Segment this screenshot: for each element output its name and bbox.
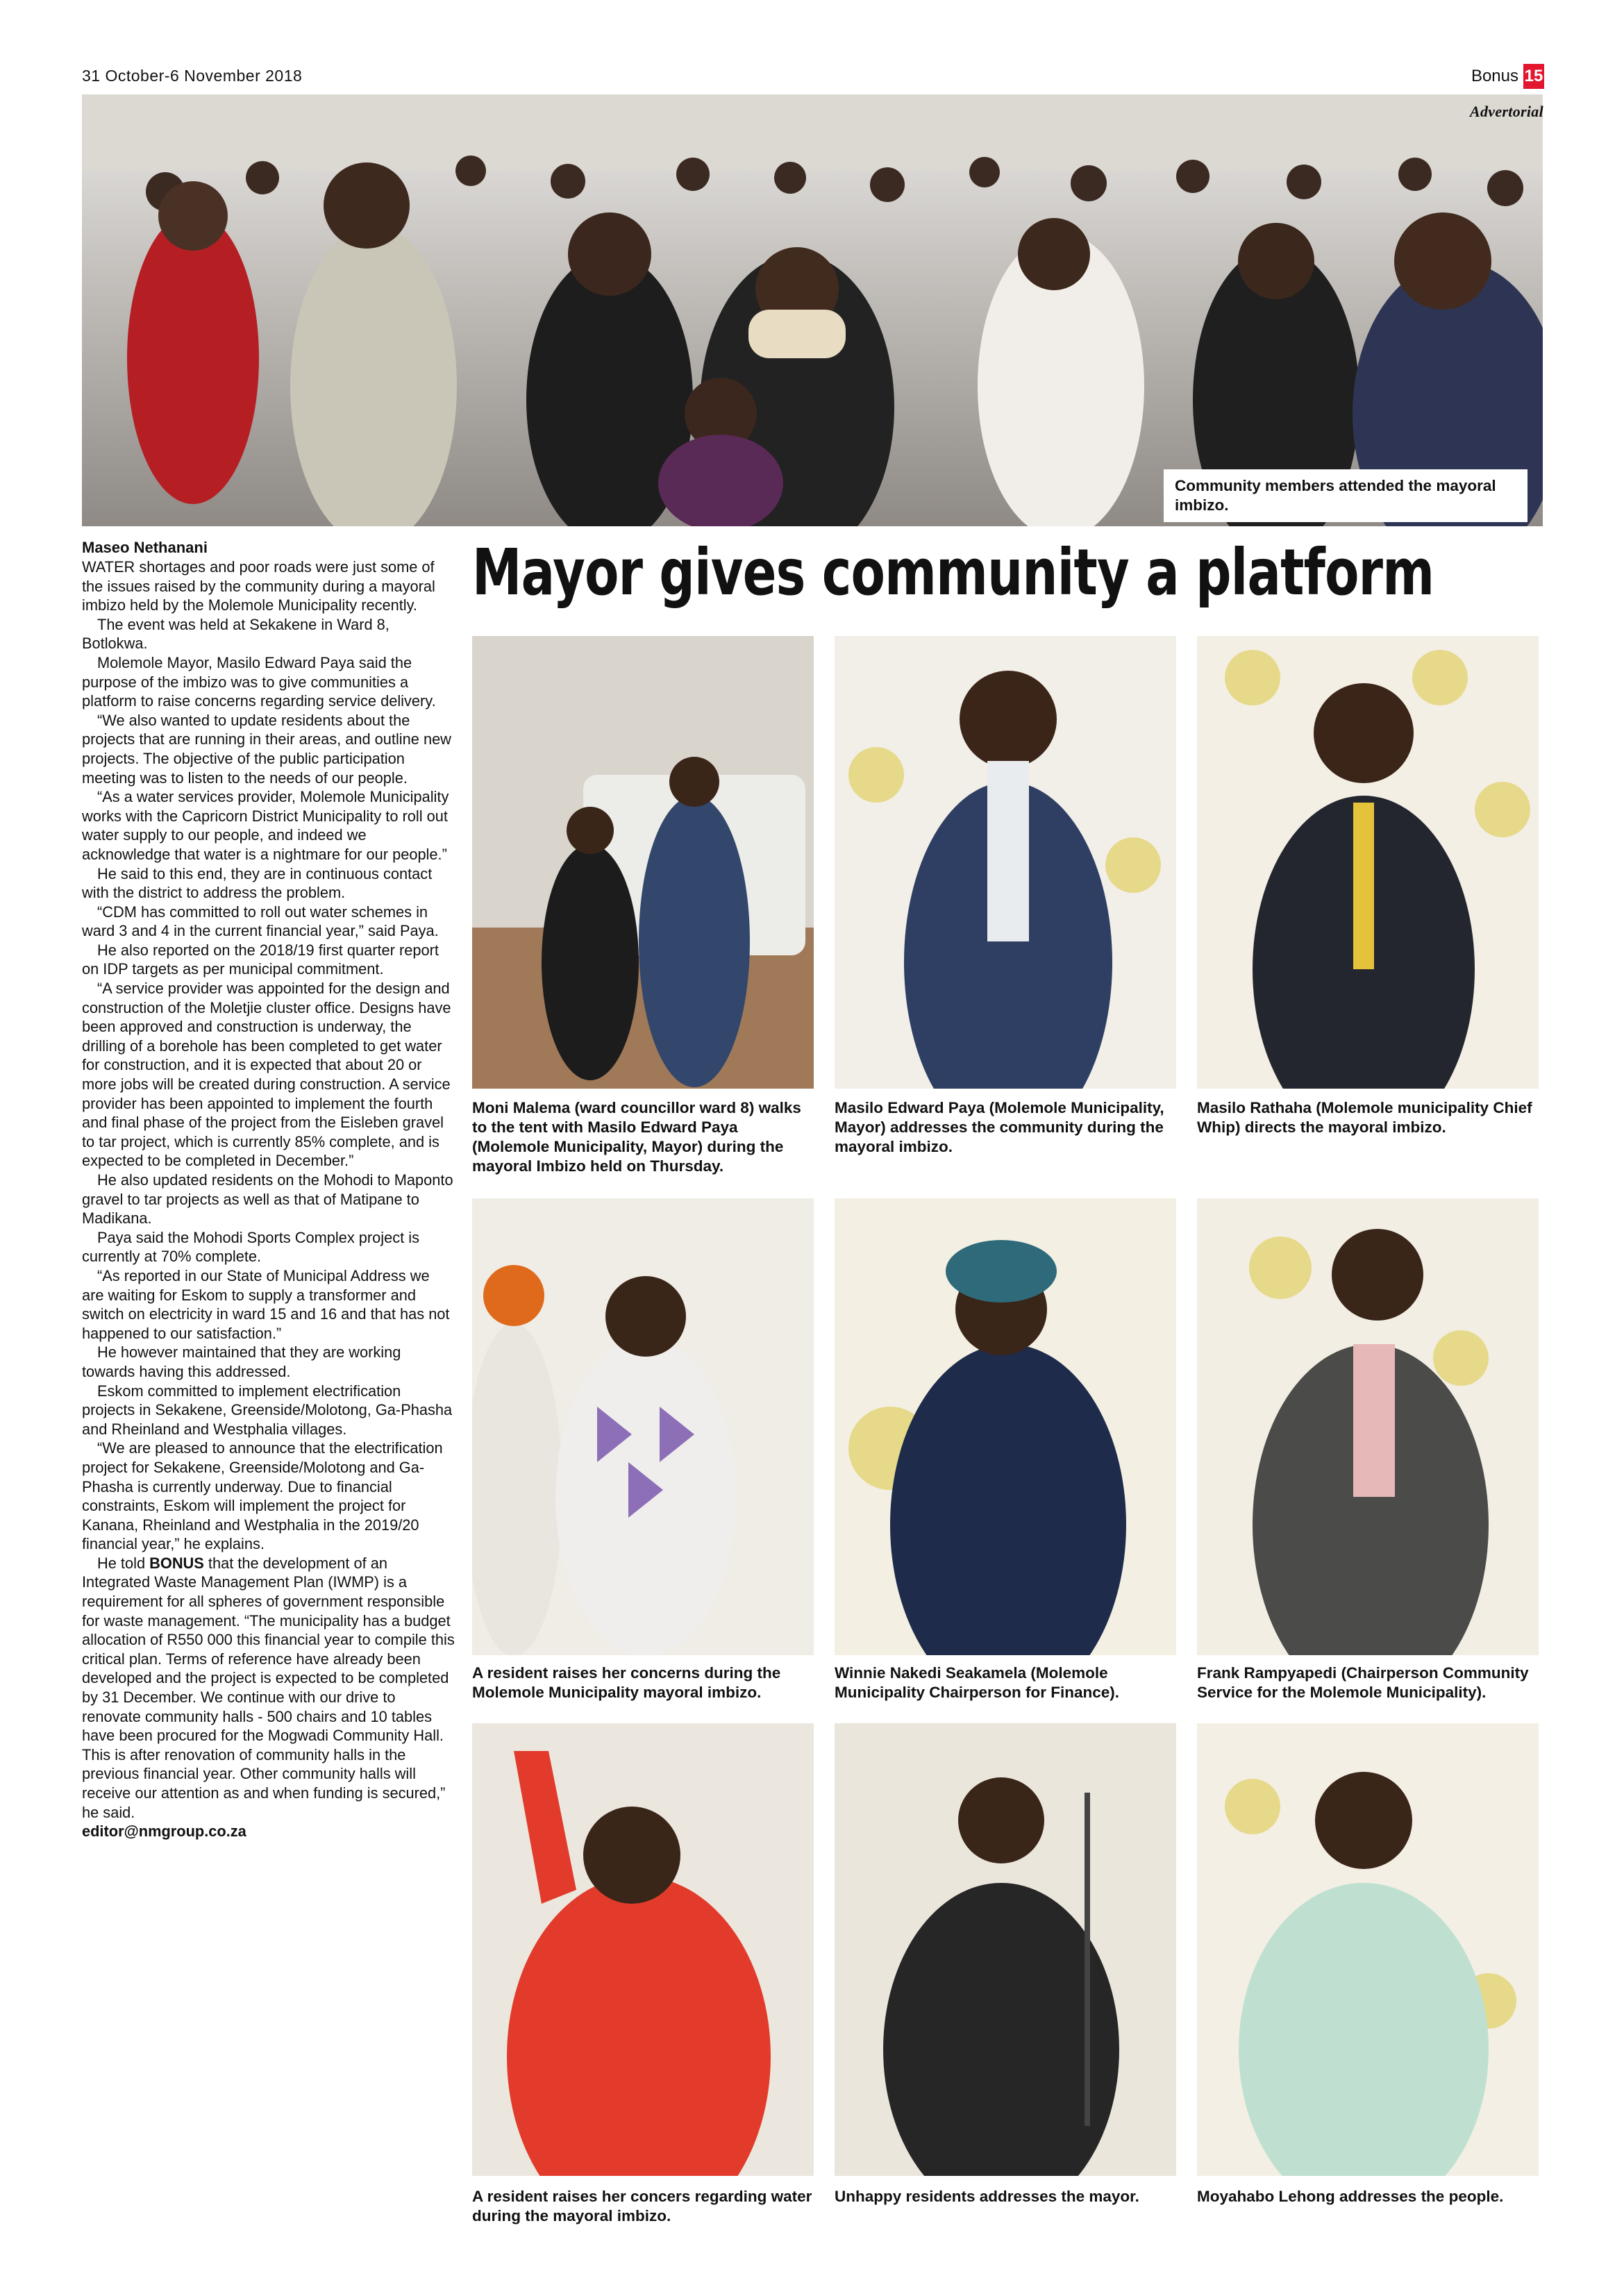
- article-paragraph: He said to this end, they are in continuous contact with the district to address the problem.: [82, 864, 433, 902]
- article-paragraph: Molemole Mayor, Masilo Edward Paya said the purpose of the imbizo was to give communities a platform to raise concerns regarding service delivery.: [82, 653, 436, 710]
- gallery-caption-1: Moni Malema (ward councillor ward 8) walks to the tent with Masilo Edward Paya (Molemole Municipality, Mayor) during the mayoral Imbizo held on Thursday.: [472, 1099, 801, 1175]
- gallery-photo-3: [1197, 636, 1539, 1089]
- article-paragraph: The event was held at Sekakene in Ward 8, Botlokwa.: [82, 615, 390, 653]
- gallery-caption-3: Masilo Rathaha (Molemole municipality Chief Whip) directs the mayoral imbizo.: [1197, 1099, 1532, 1136]
- headline: Mayor gives community a platform: [472, 535, 1434, 610]
- article-paragraph: “As a water services provider, Molemole Municipality works with the Capricorn District Municipality to roll out water supply to our people, and indeed we acknowledge that water is a nightmare for our people.”: [82, 788, 449, 863]
- hero-photo-crowd: [82, 94, 1543, 526]
- gallery-caption-7: A resident raises her concers regarding water during the mayoral imbizo.: [472, 2188, 812, 2224]
- article-paragraph: Eskom committed to implement electrification projects in Sekakene, Greenside/Molotong, Ga-Phasha and Rheinland and Westphalia villages.: [82, 1382, 453, 1438]
- gallery-photo-4: [472, 1198, 814, 1655]
- article-paragraph: “A service provider was appointed for the design and construction of the Moletjie cluster office. Designs have been approved and construction is underway, the drilling of a borehole has been completed to get water for construction, and it is expected that about 20 or more jobs will be created during construction. A service provider has been appointed to implement the fourth and final phase of the project from the Eisleben gravel to tar project, which is currently 85% complete, and is expected to be completed in December.”: [82, 980, 451, 1170]
- gallery-photo-9: [1197, 1723, 1539, 2176]
- article-paragraph: He also reported on the 2018/19 first quarter report on IDP targets as per municipal commitment.: [82, 941, 439, 978]
- gallery-caption-5: Winnie Nakedi Seakamela (Molemole Municipality Chairperson for Finance).: [835, 1664, 1120, 1701]
- gallery-photo-1: [472, 636, 814, 1089]
- article-paragraph: “CDM has committed to roll out water schemes in ward 3 and 4 in the current financial year,” said Paya.: [82, 903, 439, 940]
- article-paragraph-bonus: [82, 1554, 455, 1822]
- page-number-badge: 15: [1523, 64, 1544, 89]
- article-paragraph: He also updated residents on the Mohodi to Maponto gravel to tar projects as well as that of Matipane to Madikana.: [82, 1171, 453, 1227]
- article-body: [82, 558, 455, 1841]
- article-paragraph: WATER shortages and poor roads were just some of the issues raised by the community during a mayoral imbizo held by the Molemole Municipality recently.: [82, 558, 435, 614]
- gallery-caption-9: Moyahabo Lehong addresses the people.: [1197, 2188, 1504, 2205]
- gallery-photo-5: [835, 1198, 1176, 1655]
- gallery-photo-2: [835, 636, 1176, 1089]
- issue-date: 31 October-6 November 2018: [82, 67, 303, 85]
- article-paragraph: “We are pleased to announce that the electrification project for Sekakene, Greenside/Molotong and Ga-Phasha is currently underway. Due to financial constraints, Eskom will implement the project for Kanana, Rheinland and Westphalia in the 2019/20 financial year,” he explains.: [82, 1439, 443, 1553]
- publication-name: Bonus: [1471, 67, 1518, 85]
- article-paragraph: He however maintained that they are working towards having this addressed.: [82, 1343, 401, 1380]
- gallery-caption-2: Masilo Edward Paya (Molemole Municipality, Mayor) addresses the community during the mayoral imbizo.: [835, 1099, 1164, 1155]
- bonus-rest: that the development of an Integrated Waste Management Plan (IWMP) is a requirement for all spheres of government responsible for waste management. “The municipality has a budget allocation of R550 000 this financial year to compile this critical plan. Terms of reference have already been developed and the project is expected to be completed by 31 December. We continue with our drive to renovate community halls - 500 chairs and 10 tables have been procured for the Mogwadi Community Hall. This is after renovation of community halls in the previous financial year. Other community halls will receive our attention as and when funding is secured,” he said.: [82, 1554, 455, 1821]
- gallery-photo-7: [472, 1723, 814, 2176]
- article-paragraph: Paya said the Mohodi Sports Complex project is currently at 70% complete.: [82, 1228, 420, 1266]
- article-paragraph: “We also wanted to update residents about the projects that are running in their areas, and outline new projects. The objective of the public participation meeting was to listen to the needs of our people.: [82, 711, 451, 787]
- bonus-bold: BONUS: [149, 1554, 204, 1572]
- article-paragraph: “As reported in our State of Municipal Address we are waiting for Eskom to supply a transformer and switch on electricity in ward 15 and 16 and that has not happened to our satisfaction.”: [82, 1266, 450, 1342]
- gallery-caption-4: A resident raises her concerns during the Molemole Municipality mayoral imbizo.: [472, 1664, 781, 1701]
- email-link[interactable]: editor@nmgroup.co.za: [82, 1822, 246, 1841]
- gallery-caption-6: Frank Rampyapedi (Chairperson Community Service for the Molemole Municipality).: [1197, 1664, 1529, 1701]
- bonus-lead: He told: [97, 1554, 150, 1572]
- gallery-caption-8: Unhappy residents addresses the mayor.: [835, 2188, 1139, 2205]
- section-tag: Advertorial: [1470, 103, 1543, 120]
- gallery-photo-6: [1197, 1198, 1539, 1655]
- byline: Maseo Nethanani: [82, 539, 208, 556]
- gallery-photo-8: [835, 1723, 1176, 2176]
- hero-caption: Community members attended the mayoral imbizo.: [1164, 469, 1527, 522]
